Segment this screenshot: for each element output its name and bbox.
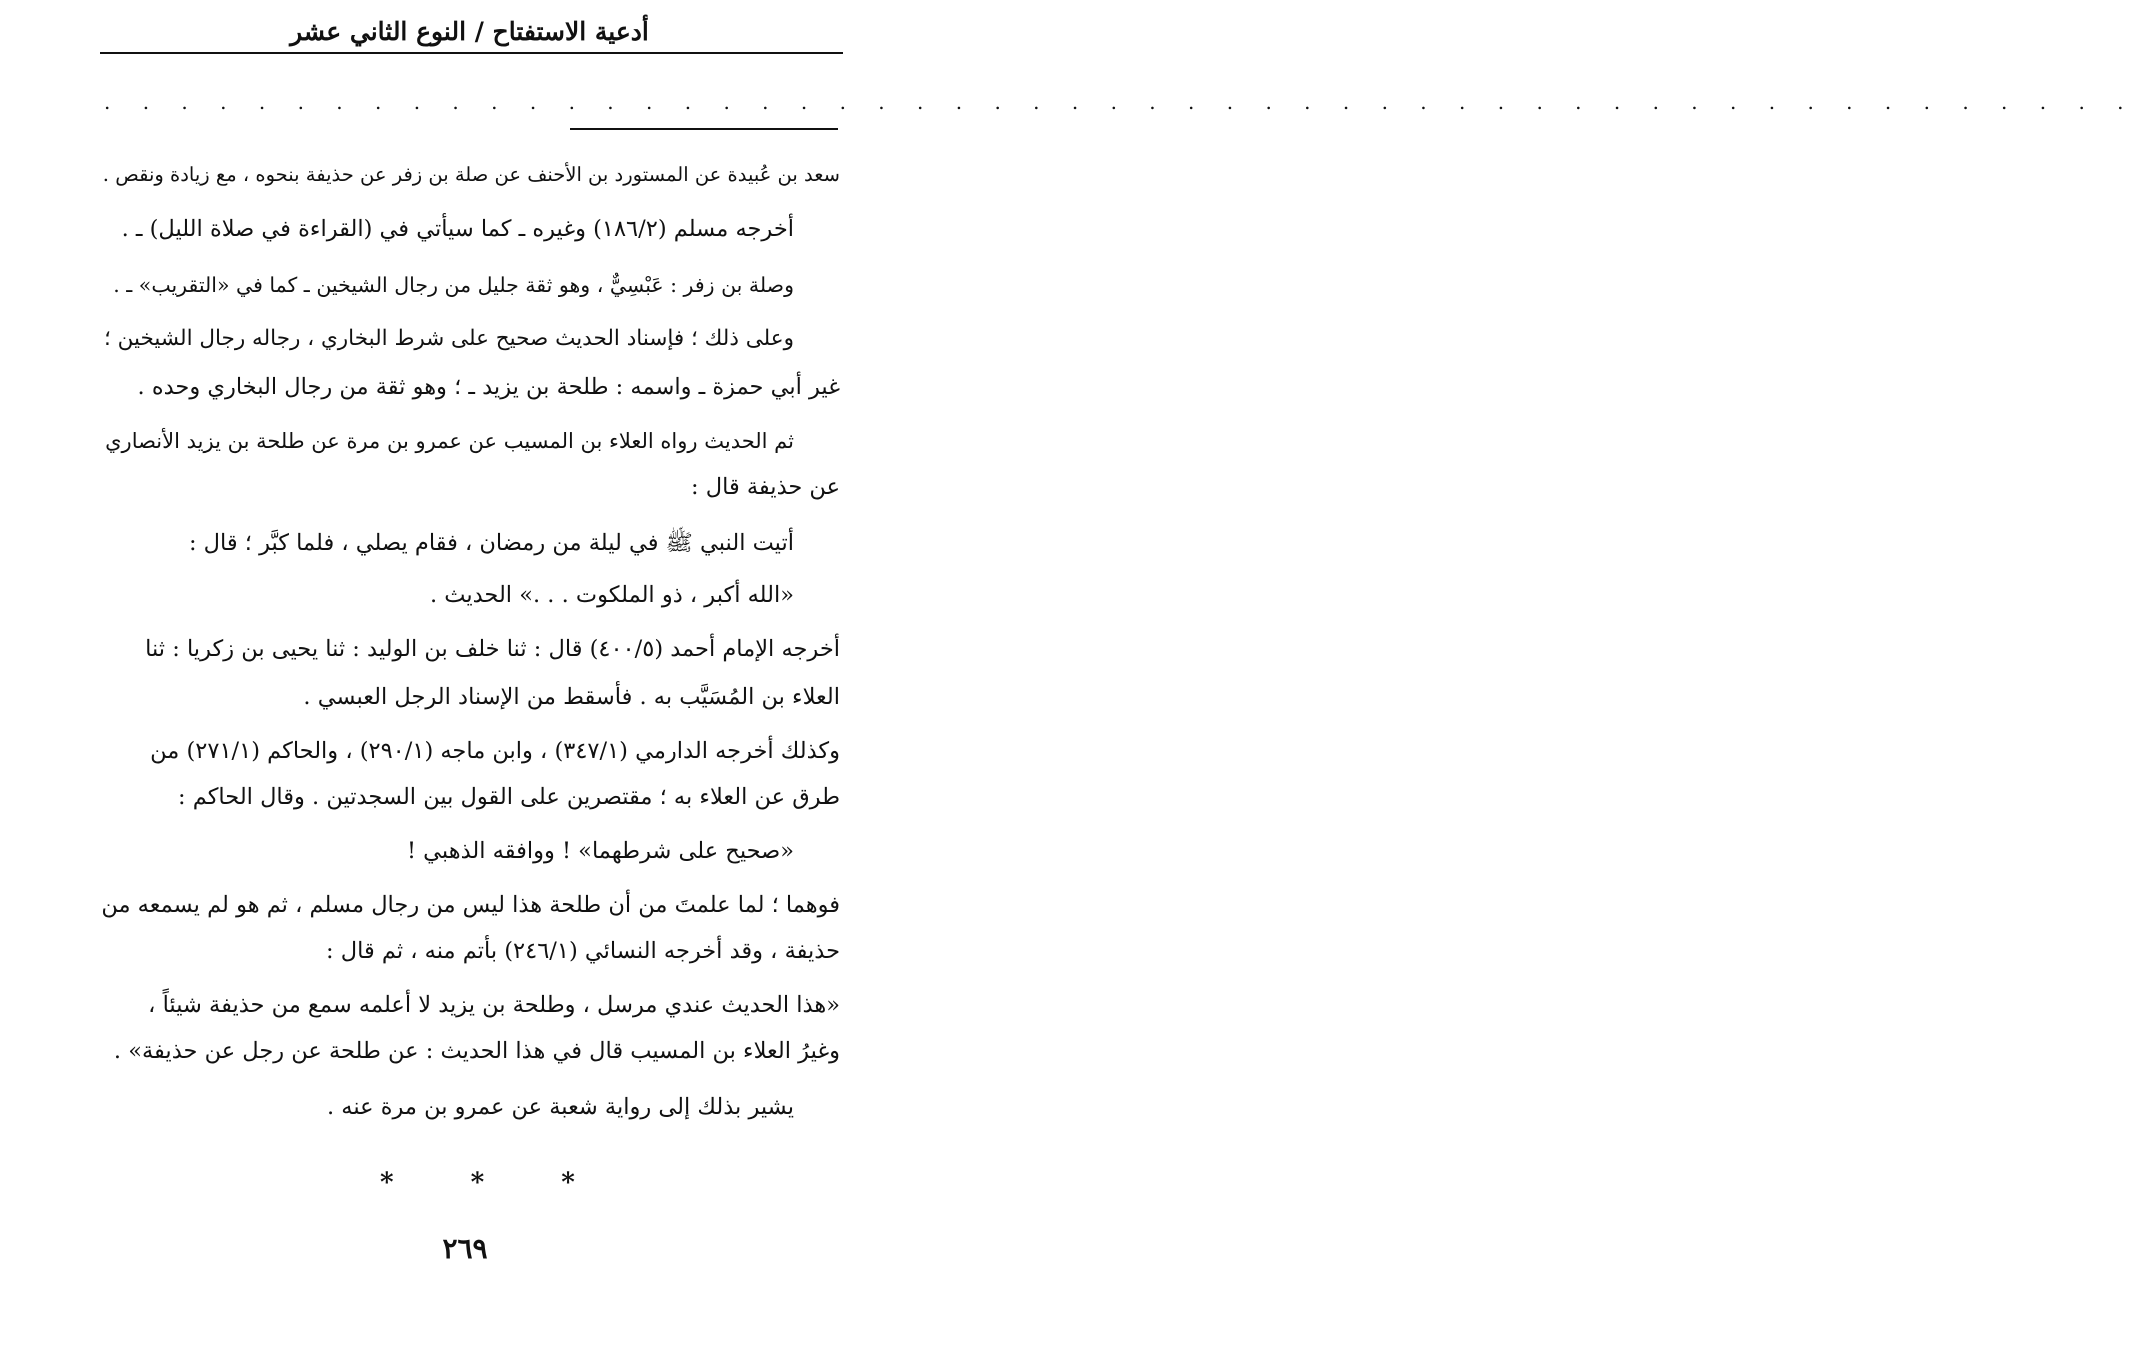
text-line: ثم الحديث رواه العلاء بن المسيب عن عمرو بن مرة عن طلحة بن يزيد الأنصاري xyxy=(105,429,794,453)
footnote-rule xyxy=(570,128,838,130)
text-line: وصلة بن زفر : عَبْسِيٌّ ، وهو ثقة جليل من رجال الشيخين ـ كما في «التقريب» ـ . xyxy=(113,273,794,297)
text-line: فوهما ؛ لما علمتَ من أن طلحة هذا ليس من رجال مسلم ، ثم هو لم يسمعه من xyxy=(101,892,840,918)
text-line: طرق عن العلاء به ؛ مقتصرين على القول بين السجدتين . وقال الحاكم : xyxy=(178,784,840,810)
text-line: وغيرُ العلاء بن المسيب قال في هذا الحديث : عن طلحة عن رجل عن حذيفة» . xyxy=(113,1038,840,1064)
page-number: ٢٦٩ xyxy=(442,1232,488,1265)
text-line: «هذا الحديث عندي مرسل ، وطلحة بن يزيد لا أعلمه سمع من حذيفة شيئاً ، xyxy=(148,992,840,1018)
text-line: وكذلك أخرجه الدارمي (٣٤٧/١) ، وابن ماجه (٢٩٠/١) ، والحاكم (٢٧١/١) من xyxy=(150,738,840,764)
footnote-continuation-dots: . . . . . . . . . . . . . . . . . . . . . . . . . . . . . . . . . . . . . . . . . . . . . . . . . . . . . xyxy=(104,90,2137,114)
text-line: غير أبي حمزة ـ واسمه : طلحة بن يزيد ـ ؛ وهو ثقة من رجال البخاري وحده . xyxy=(137,374,840,400)
text-line: «صحيح على شرطهما» ! ووافقه الذهبي ! xyxy=(406,838,794,864)
header-rule xyxy=(100,52,843,54)
text-line: وعلى ذلك ؛ فإسناد الحديث صحيح على شرط البخاري ، رجاله رجال الشيخين ؛ xyxy=(103,326,794,351)
text-line: عن حذيفة قال : xyxy=(691,474,840,500)
text-line: سعد بن عُبيدة عن المستورد بن الأحنف عن صلة بن زفر عن حذيفة بنحوه ، مع زيادة ونقص . xyxy=(102,163,840,186)
text-line: حذيفة ، وقد أخرجه النسائي (٢٤٦/١) بأتم منه ، ثم قال : xyxy=(326,938,840,964)
text-line: أخرجه الإمام أحمد (٤٠٠/٥) قال : ثنا خلف بن الوليد : ثنا يحيى بن زكريا : ثنا xyxy=(145,636,840,662)
text-line: «الله أكبر ، ذو الملكوت . . .» الحديث . xyxy=(429,582,794,608)
section-separator: * * * xyxy=(380,1168,609,1198)
text-line: أخرجه مسلم (١٨٦/٢) وغيره ـ كما سيأتي في (القراءة في صلاة الليل) ـ . xyxy=(121,216,794,242)
running-header xyxy=(100,14,839,54)
header-title: أدعية الاستفتاح / النوع الثاني عشر xyxy=(290,17,649,46)
text-line: أتيت النبي ﷺ في ليلة من رمضان ، فقام يصلي ، فلما كبَّر ؛ قال : xyxy=(188,530,794,556)
text-line: يشير بذلك إلى رواية شعبة عن عمرو بن مرة عنه . xyxy=(326,1094,794,1120)
text-line: العلاء بن المُسَيَّب به . فأسقط من الإسناد الرجل العبسي . xyxy=(303,684,840,710)
